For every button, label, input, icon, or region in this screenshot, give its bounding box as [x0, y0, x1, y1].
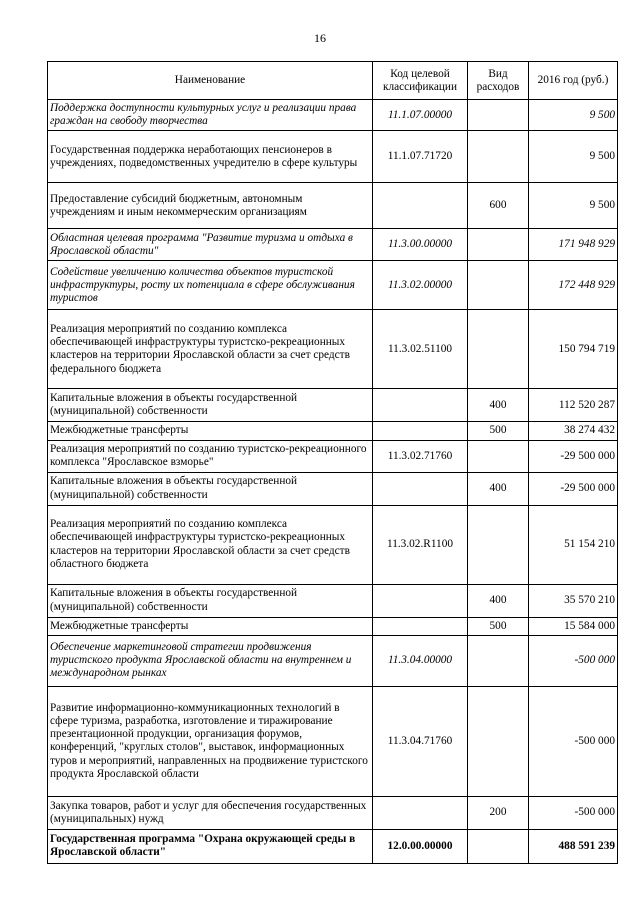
- table-row: [48, 310, 618, 389]
- cell-type: [468, 100, 529, 131]
- cell-code: [373, 389, 468, 422]
- table-header-row: [48, 62, 618, 100]
- table-row: [48, 505, 618, 584]
- cell-name: Капитальные вложения в объекты государственной (муниципальной) собственности: [48, 389, 373, 422]
- cell-name: Поддержка доступности культурных услуг и реализации права граждан на свободу творчества: [48, 100, 373, 131]
- cell-code: [373, 422, 468, 440]
- cell-name: Капитальные вложения в объекты государственной (муниципальной) собственности: [48, 584, 373, 617]
- cell-amount: -500 000: [529, 686, 618, 796]
- cell-code: 11.1.07.71720: [373, 131, 468, 183]
- cell-amount: 172 448 929: [529, 261, 618, 310]
- cell-type: [468, 310, 529, 389]
- cell-type: 600: [468, 183, 529, 229]
- cell-code: 11.3.04.00000: [373, 635, 468, 686]
- cell-amount: 112 520 287: [529, 389, 618, 422]
- cell-type: [468, 829, 529, 863]
- cell-amount: -29 500 000: [529, 472, 618, 505]
- cell-name: Государственная поддержка неработающих пенсионеров в учреждениях, подведомственных учредителю в сфере культуры: [48, 131, 373, 183]
- cell-amount: 35 570 210: [529, 584, 618, 617]
- cell-type: 200: [468, 796, 529, 829]
- cell-type: 400: [468, 472, 529, 505]
- budget-table: [47, 61, 618, 864]
- cell-name: Межбюджетные трансферты: [48, 422, 373, 440]
- cell-type: [468, 440, 529, 472]
- cell-type: [468, 261, 529, 310]
- cell-type: [468, 686, 529, 796]
- cell-type: [468, 635, 529, 686]
- table-row: [48, 261, 618, 310]
- cell-type: [468, 131, 529, 183]
- table-row: [48, 584, 618, 617]
- header-amount: 2016 год (руб.): [529, 62, 618, 100]
- cell-type: 500: [468, 422, 529, 440]
- table-row: [48, 229, 618, 261]
- table-row: [48, 440, 618, 472]
- cell-type: 400: [468, 389, 529, 422]
- cell-code: 12.0.00.00000: [373, 829, 468, 863]
- cell-name: Содействие увеличению количества объектов туристской инфраструктуры, росту их потенциала в сфере обслуживания туристов: [48, 261, 373, 310]
- cell-amount: 488 591 239: [529, 829, 618, 863]
- cell-amount: 38 274 432: [529, 422, 618, 440]
- cell-type: 500: [468, 617, 529, 635]
- table-body: [48, 100, 618, 864]
- cell-amount: 171 948 929: [529, 229, 618, 261]
- cell-code: 11.3.04.71760: [373, 686, 468, 796]
- cell-code: [373, 796, 468, 829]
- cell-amount: 9 500: [529, 131, 618, 183]
- table-row: [48, 796, 618, 829]
- table-row: [48, 829, 618, 863]
- cell-amount: 51 154 210: [529, 505, 618, 584]
- page-number: 16: [314, 31, 326, 45]
- cell-amount: 9 500: [529, 183, 618, 229]
- cell-name: Реализация мероприятий по созданию комплекса обеспечивающей инфраструктуры туристско-рекреационных кластеров на территории Ярославской области за счет средств областного бюджета: [48, 505, 373, 584]
- cell-code: 11.3.00.00000: [373, 229, 468, 261]
- cell-name: Реализация мероприятий по созданию комплекса обеспечивающей инфраструктуры туристско-рекреационных кластеров на территории Ярославской области за счет средств федерального бюджета: [48, 310, 373, 389]
- cell-code: 11.3.02.71760: [373, 440, 468, 472]
- header-code: Код целевой классификации: [373, 62, 468, 100]
- cell-name: Государственная программа "Охрана окружающей среды в Ярославской области": [48, 829, 373, 863]
- table-row: [48, 472, 618, 505]
- cell-code: [373, 584, 468, 617]
- table-row: [48, 183, 618, 229]
- cell-code: [373, 472, 468, 505]
- cell-name: Реализация мероприятий по созданию туристско-рекреационного комплекса "Ярославское взморье": [48, 440, 373, 472]
- cell-name: Областная целевая программа "Развитие туризма и отдыха в Ярославской области": [48, 229, 373, 261]
- cell-code: 11.1.07.00000: [373, 100, 468, 131]
- table-row: [48, 422, 618, 440]
- table-row: [48, 635, 618, 686]
- cell-code: 11.3.02.51100: [373, 310, 468, 389]
- cell-amount: 9 500: [529, 100, 618, 131]
- cell-name: Межбюджетные трансферты: [48, 617, 373, 635]
- table-row: [48, 131, 618, 183]
- cell-code: 11.3.02.R1100: [373, 505, 468, 584]
- table-row: [48, 686, 618, 796]
- header-name: Наименование: [48, 62, 373, 100]
- cell-name: Обеспечение маркетинговой стратегии продвижения туристского продукта Ярославской области на внутреннем и международном рынках: [48, 635, 373, 686]
- cell-code: [373, 183, 468, 229]
- cell-type: 400: [468, 584, 529, 617]
- cell-amount: -500 000: [529, 635, 618, 686]
- cell-type: [468, 229, 529, 261]
- cell-amount: 150 794 719: [529, 310, 618, 389]
- table-row: [48, 617, 618, 635]
- table-row: [48, 100, 618, 131]
- cell-name: Предоставление субсидий бюджетным, автономным учреждениям и иным некоммерческим организациям: [48, 183, 373, 229]
- cell-code: [373, 617, 468, 635]
- cell-code: 11.3.02.00000: [373, 261, 468, 310]
- cell-name: Капитальные вложения в объекты государственной (муниципальной) собственности: [48, 472, 373, 505]
- cell-amount: 15 584 000: [529, 617, 618, 635]
- table-row: [48, 389, 618, 422]
- cell-name: Развитие информационно-коммуникационных технологий в сфере туризма, разработка, изготовление и тиражирование презентационной продукции, организация форумов, конференций, "круглых столов", выставок, информационных туров и мероприятий, направленных на продвижение туристского продукта Ярославской области: [48, 686, 373, 796]
- cell-name: Закупка товаров, работ и услуг для обеспечения государственных (муниципальных) нужд: [48, 796, 373, 829]
- header-type: Вид расходов: [468, 62, 529, 100]
- cell-type: [468, 505, 529, 584]
- cell-amount: -29 500 000: [529, 440, 618, 472]
- cell-amount: -500 000: [529, 796, 618, 829]
